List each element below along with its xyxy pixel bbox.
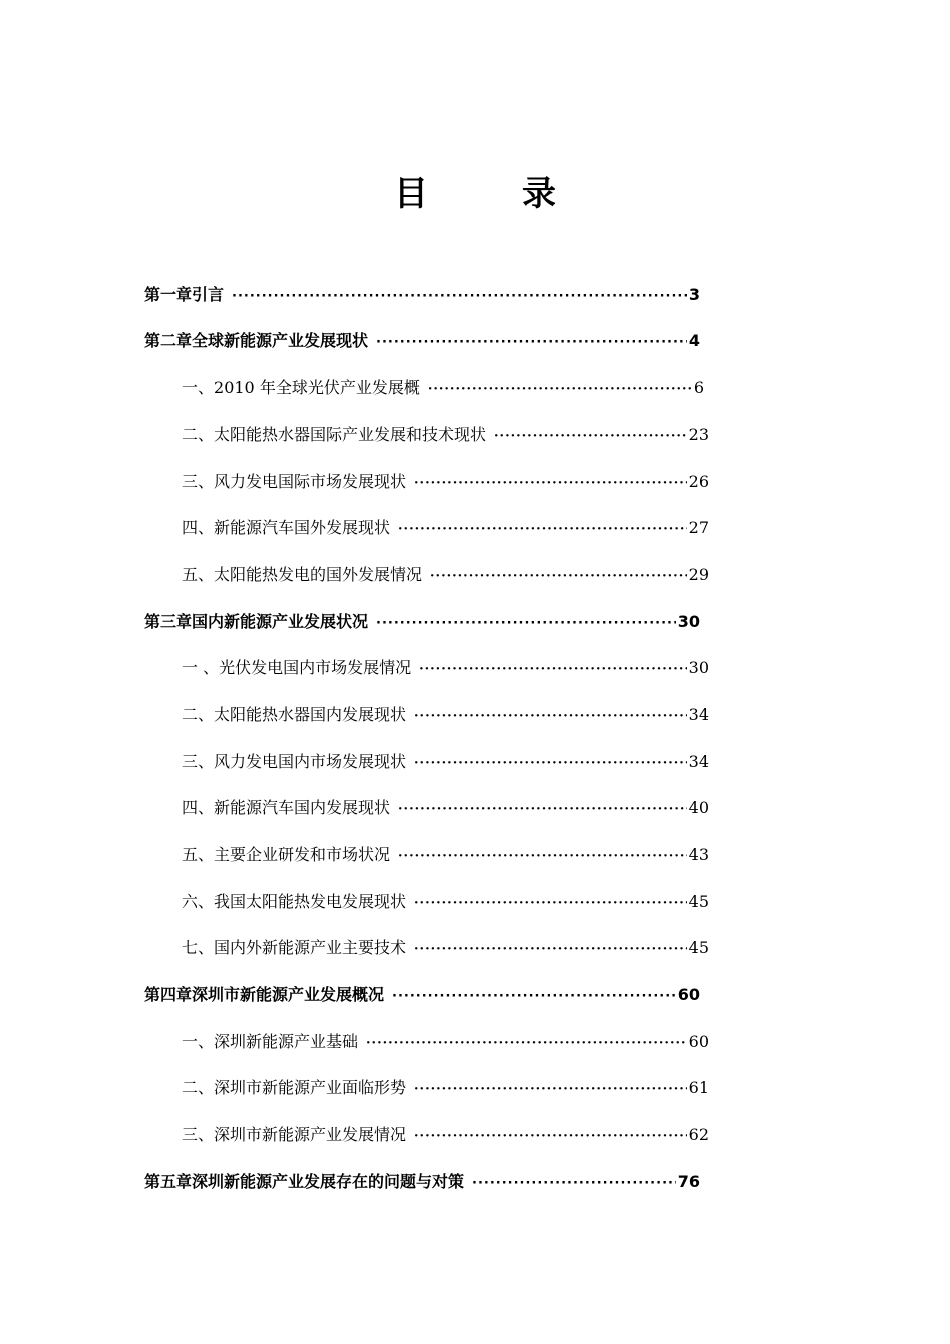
toc-entry-section[interactable] bbox=[182, 653, 709, 683]
toc-entry-number: 一 、 bbox=[182, 658, 220, 677]
toc-dot-leader bbox=[232, 282, 687, 312]
toc-dot-leader bbox=[398, 795, 687, 825]
toc-dot-leader bbox=[494, 422, 687, 452]
toc-entry-section[interactable] bbox=[182, 840, 709, 870]
toc-dot-leader bbox=[430, 562, 687, 592]
toc-entry-number: 四、 bbox=[182, 798, 215, 817]
toc-page-number: 30 bbox=[688, 658, 709, 677]
toc-entry-title: 新能源汽车国内发展现状 bbox=[214, 798, 391, 817]
toc-entry-number: 五、 bbox=[182, 565, 215, 584]
toc-entry-title: 太阳能热水器国际产业发展和技术现状 bbox=[214, 425, 487, 444]
toc-entry-title: 全球新能源产业发展现状 bbox=[192, 331, 369, 350]
toc-dot-leader bbox=[366, 1029, 687, 1059]
toc-entry-number: 六、 bbox=[182, 892, 215, 911]
toc-entry-section[interactable] bbox=[182, 560, 709, 590]
toc-entry-title: 风力发电国际市场发展现状 bbox=[214, 472, 407, 491]
toc-page-number: 30 bbox=[677, 612, 700, 631]
toc-page-number: 61 bbox=[688, 1078, 709, 1097]
toc-entry-title: 我国太阳能热发电发展现状 bbox=[214, 892, 407, 911]
toc-page-number: 34 bbox=[688, 752, 709, 771]
toc-entry-title: 国内新能源产业发展状况 bbox=[192, 612, 369, 631]
toc-entry-number: 三、 bbox=[182, 1125, 215, 1144]
toc-entry-number: 二、 bbox=[182, 1078, 215, 1097]
toc-page-number: 3 bbox=[688, 285, 700, 304]
toc-entry-title: 深圳新能源产业基础 bbox=[214, 1032, 359, 1051]
toc-entry-chapter-5[interactable] bbox=[144, 1167, 700, 1197]
toc-entry-chapter-3[interactable] bbox=[144, 607, 700, 637]
toc-entry-section[interactable] bbox=[182, 793, 709, 823]
toc-entry-section[interactable] bbox=[182, 700, 709, 730]
toc-entry-section[interactable] bbox=[182, 467, 709, 497]
toc-entry-title: 太阳能热发电的国外发展情况 bbox=[214, 565, 423, 584]
toc-entry-title: 2010 年全球光伏产业发展概 bbox=[214, 378, 420, 397]
toc-title: 目 录 bbox=[394, 174, 586, 214]
toc-entry-title: 光伏发电国内市场发展情况 bbox=[219, 658, 412, 677]
toc-page-number: 27 bbox=[688, 518, 709, 537]
toc-dot-leader bbox=[392, 982, 676, 1012]
toc-page-number: 29 bbox=[688, 565, 709, 584]
toc-entry-number: 二、 bbox=[182, 705, 215, 724]
toc-entry-title: 深圳市新能源产业发展情况 bbox=[214, 1125, 407, 1144]
toc-page-number: 60 bbox=[688, 1032, 709, 1051]
toc-entry-section[interactable] bbox=[182, 1073, 709, 1103]
toc-entry-section[interactable] bbox=[182, 933, 709, 963]
toc-entry-chapter-2[interactable] bbox=[144, 326, 700, 356]
toc-dot-leader bbox=[414, 1075, 687, 1105]
toc-entry-number: 三、 bbox=[182, 752, 215, 771]
toc-dot-leader bbox=[414, 702, 687, 732]
toc-dot-leader bbox=[376, 328, 687, 358]
toc-page-number: 40 bbox=[688, 798, 709, 817]
toc-entry-title: 国内外新能源产业主要技术 bbox=[214, 938, 407, 957]
toc-dot-leader bbox=[414, 1122, 687, 1152]
toc-entry-title: 太阳能热水器国内发展现状 bbox=[214, 705, 407, 724]
toc-entry-section[interactable] bbox=[182, 1120, 709, 1150]
toc-entry-section[interactable] bbox=[182, 513, 709, 543]
toc-entry-section[interactable] bbox=[182, 420, 709, 450]
toc-dot-leader bbox=[414, 749, 687, 779]
toc-page-number: 45 bbox=[688, 892, 709, 911]
toc-page-number: 43 bbox=[688, 845, 709, 864]
toc-entry-title: 风力发电国内市场发展现状 bbox=[214, 752, 407, 771]
toc-entry-number: 第四章 bbox=[144, 985, 193, 1004]
toc-dot-leader bbox=[414, 469, 687, 499]
toc-page-number: 45 bbox=[688, 938, 709, 957]
toc-dot-leader bbox=[398, 515, 687, 545]
toc-entry-number: 七、 bbox=[182, 938, 215, 957]
toc-dot-leader bbox=[376, 609, 676, 639]
toc-entry-chapter-4[interactable] bbox=[144, 980, 700, 1010]
toc-entry-section[interactable] bbox=[182, 1027, 709, 1057]
toc-dot-leader bbox=[414, 935, 687, 965]
toc-entry-number: 四、 bbox=[182, 518, 215, 537]
toc-entry-section[interactable] bbox=[182, 747, 709, 777]
toc-page-number: 76 bbox=[677, 1172, 700, 1191]
toc-dot-leader bbox=[414, 889, 687, 919]
toc-entry-number: 二、 bbox=[182, 425, 215, 444]
toc-entry-number: 第五章 bbox=[144, 1172, 193, 1191]
toc-page-number: 60 bbox=[677, 985, 700, 1004]
toc-entry-number: 第一章 bbox=[144, 285, 193, 304]
toc-entry-number: 一、 bbox=[182, 1032, 215, 1051]
toc-entry-number: 一、 bbox=[182, 378, 215, 397]
toc-entry-number: 五、 bbox=[182, 845, 215, 864]
toc-dot-leader bbox=[472, 1169, 676, 1199]
toc-entry-title: 深圳市新能源产业发展概况 bbox=[192, 985, 385, 1004]
toc-entry-section[interactable] bbox=[182, 373, 704, 403]
toc-entry-number: 第二章 bbox=[144, 331, 193, 350]
toc-dot-leader bbox=[419, 655, 687, 685]
toc-entry-section[interactable] bbox=[182, 887, 709, 917]
toc-entry-title: 深圳新能源产业发展存在的问题与对策 bbox=[192, 1172, 465, 1191]
toc-entry-chapter-1[interactable] bbox=[144, 280, 700, 310]
toc-page-number: 26 bbox=[688, 472, 709, 491]
toc-dot-leader bbox=[398, 842, 687, 872]
toc-entry-title: 深圳市新能源产业面临形势 bbox=[214, 1078, 407, 1097]
toc-page-number: 62 bbox=[688, 1125, 709, 1144]
toc-page-number: 4 bbox=[688, 331, 700, 350]
toc-entry-title: 引言 bbox=[192, 285, 225, 304]
toc-entry-title: 主要企业研发和市场状况 bbox=[214, 845, 391, 864]
toc-entry-title: 新能源汽车国外发展现状 bbox=[214, 518, 391, 537]
toc-dot-leader bbox=[428, 375, 692, 405]
toc-page-number: 23 bbox=[688, 425, 709, 444]
toc-page-number: 6 bbox=[693, 378, 704, 397]
toc-page-number: 34 bbox=[688, 705, 709, 724]
toc-entry-number: 第三章 bbox=[144, 612, 193, 631]
toc-entry-number: 三、 bbox=[182, 472, 215, 491]
